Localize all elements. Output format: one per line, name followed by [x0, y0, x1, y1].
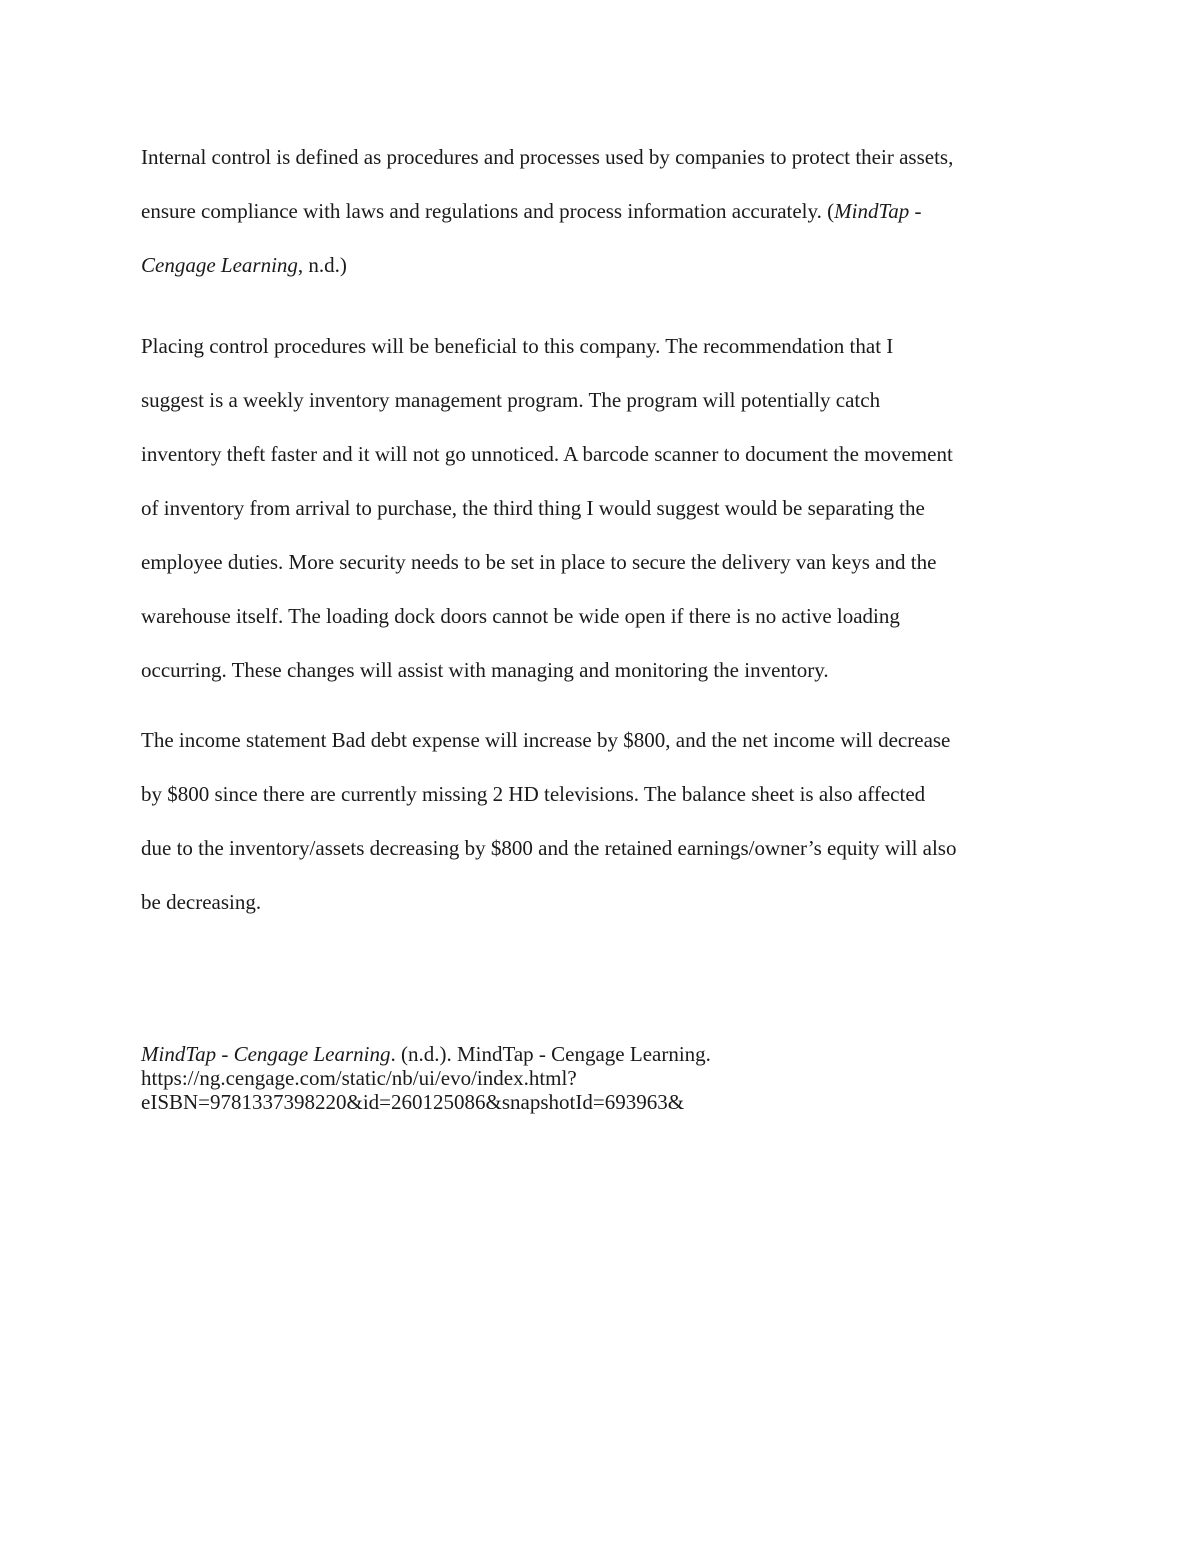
reference-title: MindTap - Cengage Learning [141, 1042, 391, 1066]
text-line: Internal control is defined as procedures and processes used by companies to protect their assets, [141, 145, 954, 169]
text-line [141, 238, 1071, 292]
citation-italic: MindTap - [834, 199, 922, 223]
paragraph-internal-control [141, 130, 1071, 292]
paragraph-recommendations [141, 319, 1071, 697]
text-run: ensure compliance with laws and regulations and process information accurately. ( [141, 199, 835, 223]
reference-url-line[interactable]: https://ng.cengage.com/static/nb/ui/evo/index.html? [141, 1066, 577, 1090]
text-line: occurring. These changes will assist with managing and monitoring the inventory. [141, 658, 829, 682]
text-line: be decreasing. [141, 890, 262, 914]
text-line: employee duties. More security needs to be set in place to secure the delivery van keys and the [141, 550, 937, 574]
text-line [141, 184, 1071, 238]
text-line: by $800 since there are currently missing 2 HD televisions. The balance sheet is also affected [141, 782, 926, 806]
text-line: due to the inventory/assets decreasing by $800 and the retained earnings/owner’s equity will also [141, 836, 957, 860]
reference-entry [141, 1042, 1071, 1114]
text-line: suggest is a weekly inventory management program. The program will potentially catch [141, 388, 881, 412]
text-line: inventory theft faster and it will not go unnoticed. A barcode scanner to document the movement [141, 442, 953, 466]
text-line: The income statement Bad debt expense will increase by $800, and the net income will decrease [141, 728, 951, 752]
text-run: , n.d.) [297, 253, 347, 277]
reference-line [141, 1042, 1071, 1066]
text-run: . (n.d.). MindTap - Cengage Learning. [390, 1042, 711, 1066]
text-line: of inventory from arrival to purchase, the third thing I would suggest would be separating the [141, 496, 925, 520]
text-line: Placing control procedures will be beneficial to this company. The recommendation that I [141, 334, 894, 358]
reference-url-line[interactable]: eISBN=9781337398220&id=260125086&snapshotId=693963& [141, 1090, 685, 1114]
paragraph-financial-effects [141, 713, 1071, 929]
text-line: warehouse itself. The loading dock doors cannot be wide open if there is no active loading [141, 604, 900, 628]
citation-italic: Cengage Learning [141, 253, 298, 277]
